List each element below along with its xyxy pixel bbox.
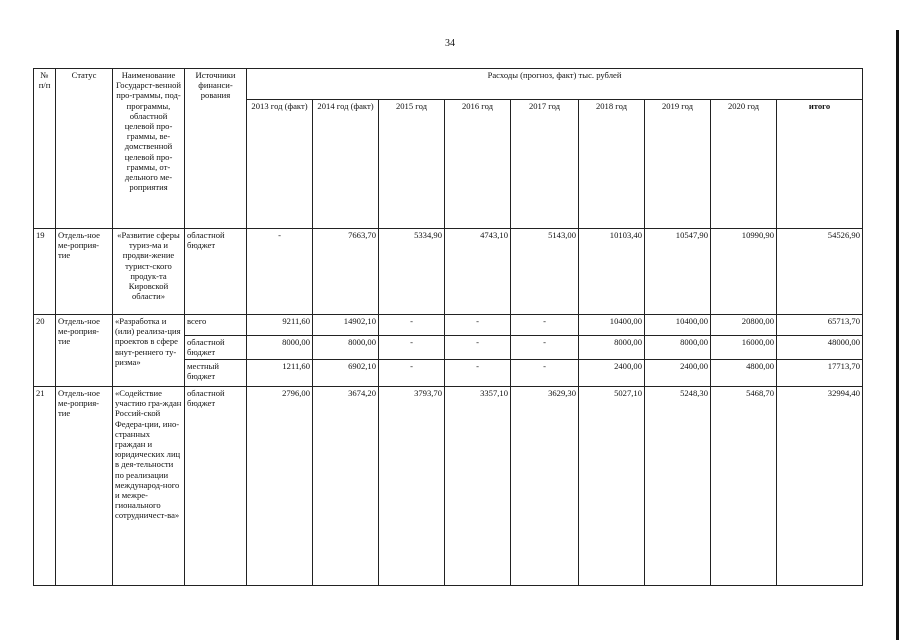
value-cell: 9211,60: [247, 315, 313, 336]
value-cell: 10547,90: [645, 229, 711, 315]
value-cell: 48000,00: [777, 336, 863, 360]
row-num: 21: [34, 387, 56, 586]
value-cell: -: [247, 229, 313, 315]
value-cell: 2400,00: [579, 360, 645, 387]
header-year-2013: 2013 год (факт): [247, 100, 313, 229]
value-cell: -: [511, 336, 579, 360]
value-cell: 8000,00: [247, 336, 313, 360]
row-source: местный бюджет: [185, 360, 247, 387]
value-cell: 5334,90: [379, 229, 445, 315]
value-cell: 10990,90: [711, 229, 777, 315]
header-year-2018: 2018 год: [579, 100, 645, 229]
table-row-19: [34, 229, 863, 315]
header-year-2019: 2019 год: [645, 100, 711, 229]
header-source: Источники финанси-рования: [185, 69, 247, 229]
row-source: областной бюджет: [185, 387, 247, 586]
value-cell: 17713,70: [777, 360, 863, 387]
value-cell: 3793,70: [379, 387, 445, 586]
value-cell: 5143,00: [511, 229, 579, 315]
value-cell: 2400,00: [645, 360, 711, 387]
header-year-2015: 2015 год: [379, 100, 445, 229]
value-cell: 65713,70: [777, 315, 863, 336]
value-cell: -: [379, 360, 445, 387]
value-cell: 5027,10: [579, 387, 645, 586]
row-name: «Разработка и (или) реализа-ция проектов в сфере внут-реннего ту-ризма»: [113, 315, 185, 387]
value-cell: -: [379, 315, 445, 336]
header-expenses: Расходы (прогноз, факт) тыс. рублей: [247, 69, 863, 100]
value-cell: 8000,00: [579, 336, 645, 360]
header-year-2014: 2014 год (факт): [313, 100, 379, 229]
value-cell: 10400,00: [645, 315, 711, 336]
value-cell: -: [511, 315, 579, 336]
header-year-2016: 2016 год: [445, 100, 511, 229]
value-cell: 3357,10: [445, 387, 511, 586]
row-status: Отдель-ное ме-роприя-тие: [56, 387, 113, 586]
value-cell: -: [379, 336, 445, 360]
header-status: Статус: [56, 69, 113, 229]
value-cell: 4743,10: [445, 229, 511, 315]
header-year-2020: 2020 год: [711, 100, 777, 229]
row-name: «Содействие участию гра-ждан Россий-ской Федера-ции, ино-странных граждан и юридических лиц в дея-тельности по реализации международ-ного и межре-гионального сотрудничест-ва»: [113, 387, 185, 586]
value-cell: 4800,00: [711, 360, 777, 387]
value-cell: 8000,00: [313, 336, 379, 360]
value-cell: 5248,30: [645, 387, 711, 586]
row-source: областной бюджет: [185, 336, 247, 360]
value-cell: 16000,00: [711, 336, 777, 360]
value-cell: 7663,70: [313, 229, 379, 315]
budget-table: [33, 68, 863, 586]
table-row-21: [34, 387, 863, 586]
scan-edge-bar: [896, 30, 899, 640]
header-num: № п/п: [34, 69, 56, 229]
value-cell: 6902,10: [313, 360, 379, 387]
value-cell: 32994,40: [777, 387, 863, 586]
value-cell: 1211,60: [247, 360, 313, 387]
value-cell: 8000,00: [645, 336, 711, 360]
row-status: Отдель-ное ме-роприя-тие: [56, 229, 113, 315]
page-number: 34: [445, 38, 455, 49]
value-cell: -: [445, 336, 511, 360]
row-name: «Развитие сферы туриз-ма и продви-жение турист-ского продук-та Кировской области»: [113, 229, 185, 315]
value-cell: 5468,70: [711, 387, 777, 586]
value-cell: 3629,30: [511, 387, 579, 586]
row-num: 19: [34, 229, 56, 315]
row-source: всего: [185, 315, 247, 336]
row-status: Отдель-ное ме-роприя-тие: [56, 315, 113, 387]
value-cell: 14902,10: [313, 315, 379, 336]
value-cell: 54526,90: [777, 229, 863, 315]
row-source: областной бюджет: [185, 229, 247, 315]
value-cell: 3674,20: [313, 387, 379, 586]
header-total: итого: [777, 100, 863, 229]
value-cell: -: [445, 360, 511, 387]
row-num: 20: [34, 315, 56, 387]
header-name: Наименование Государст-венной про-граммы, под-программы, областной целевой про-граммы, ве-домственной целевой про-граммы, от-дельного ме-роприятия: [113, 69, 185, 229]
header-row-1: [34, 69, 863, 100]
value-cell: 10103,40: [579, 229, 645, 315]
value-cell: 2796,00: [247, 387, 313, 586]
table-row-20: [34, 315, 863, 336]
header-year-2017: 2017 год: [511, 100, 579, 229]
value-cell: -: [511, 360, 579, 387]
value-cell: -: [445, 315, 511, 336]
value-cell: 10400,00: [579, 315, 645, 336]
value-cell: 20800,00: [711, 315, 777, 336]
